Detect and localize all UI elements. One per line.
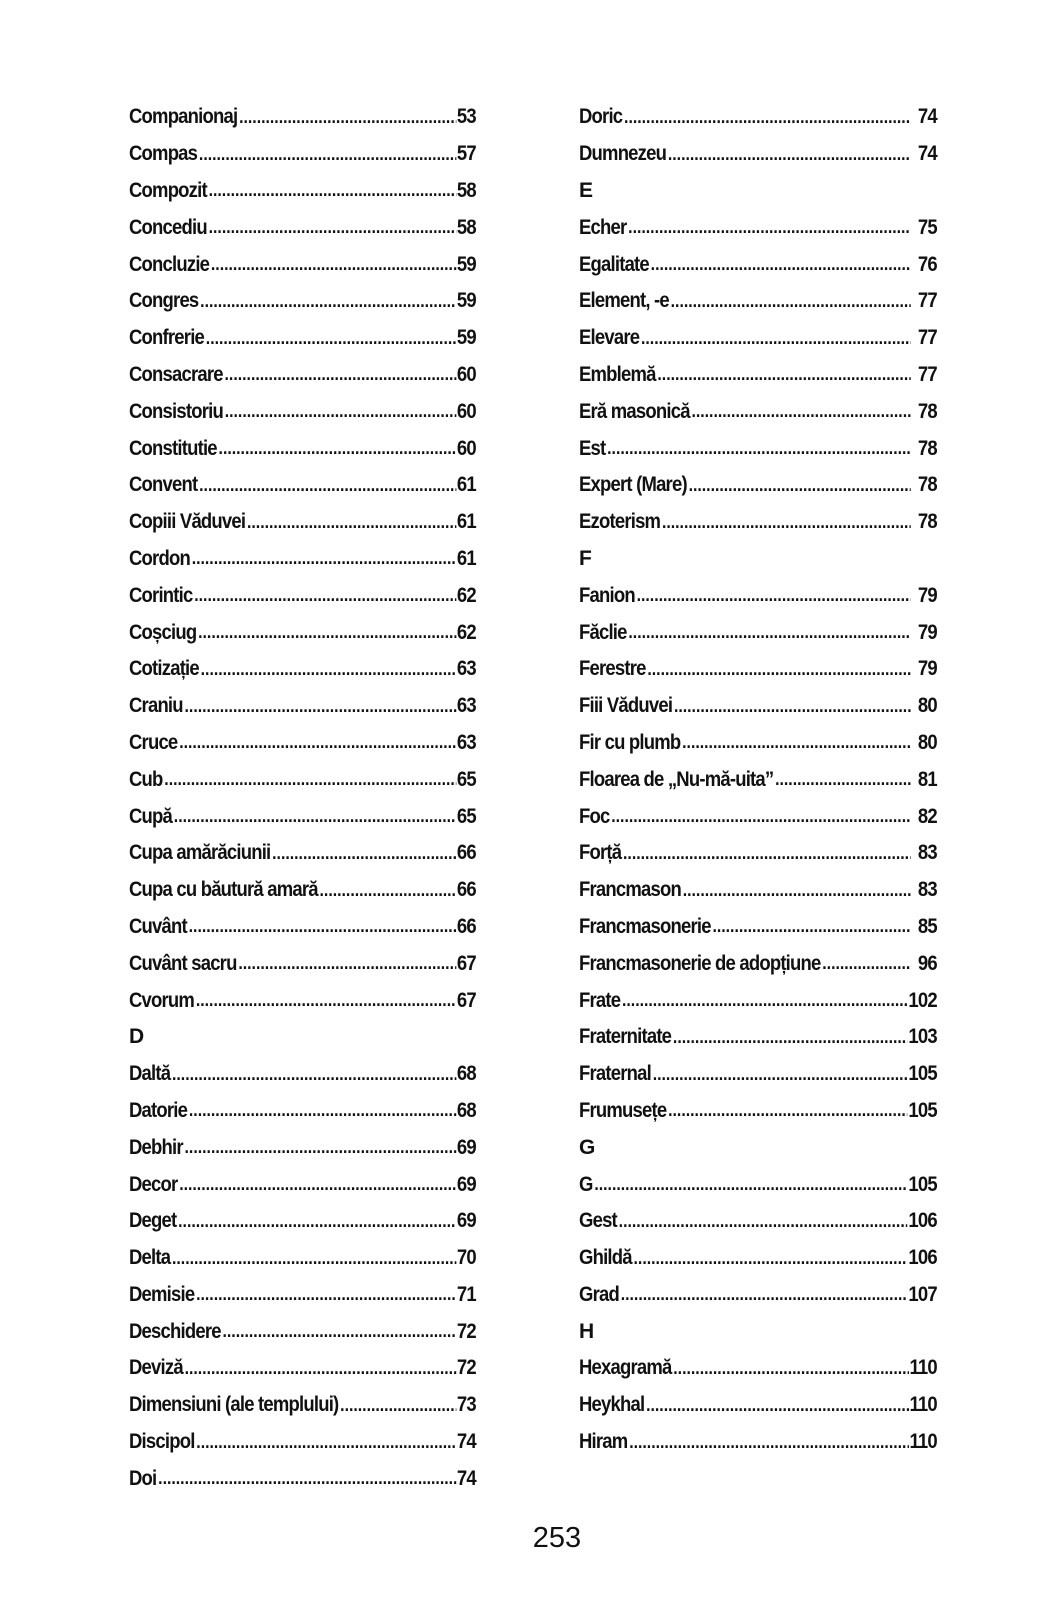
- index-term: Element, -e: [579, 289, 669, 313]
- index-page-ref: 67: [456, 951, 476, 975]
- index-page-ref: 81: [917, 767, 937, 791]
- index-entry: [129, 835, 476, 872]
- index-term: Doric: [579, 105, 623, 129]
- index-entry: [129, 945, 476, 982]
- index-entry: [579, 393, 937, 430]
- index-page-ref: 103: [908, 1025, 937, 1049]
- index-entry: [579, 909, 937, 946]
- index-entry: [579, 835, 937, 872]
- index-term: Craniu: [129, 694, 183, 718]
- index-term: Gest: [579, 1209, 617, 1233]
- index-term: Ferestre: [579, 657, 646, 681]
- index-page-ref: 77: [917, 289, 937, 313]
- index-page-ref: 79: [917, 620, 937, 644]
- index-term: Francmason: [579, 878, 681, 902]
- dot-leader: [189, 916, 456, 937]
- dot-leader: [222, 1321, 456, 1342]
- page-number: 253: [532, 1522, 582, 1554]
- index-entry: [579, 798, 937, 835]
- index-entry: [129, 357, 476, 394]
- index-entry: [579, 209, 937, 246]
- dot-leader: [623, 843, 911, 864]
- index-term: Elevare: [579, 326, 640, 350]
- index-page-ref: 79: [917, 583, 937, 607]
- index-page-ref: 72: [456, 1356, 476, 1380]
- dot-leader: [192, 548, 456, 569]
- index-entry: [579, 430, 937, 467]
- index-term: Datorie: [129, 1098, 188, 1122]
- index-term: Ghildă: [579, 1246, 632, 1270]
- dot-leader: [682, 732, 911, 753]
- index-term: Constitutie: [129, 436, 217, 460]
- index-entry: [129, 1424, 476, 1461]
- dot-leader: [225, 364, 456, 385]
- index-entry: [579, 945, 937, 982]
- index-term: Cuvânt: [129, 914, 187, 938]
- index-term: Coșciug: [129, 620, 197, 644]
- index-term: Eră masonică: [579, 399, 690, 423]
- index-entry: [579, 1277, 937, 1314]
- dot-leader: [158, 1468, 456, 1489]
- index-term: Hiram: [579, 1430, 628, 1454]
- dot-leader: [211, 254, 456, 275]
- index-entry: [129, 430, 476, 467]
- index-term: Foc: [579, 804, 610, 828]
- index-page-ref: 59: [456, 252, 476, 276]
- dot-leader: [634, 1248, 908, 1269]
- dot-leader: [219, 438, 456, 459]
- index-section-letter: F: [579, 546, 592, 570]
- index-entry: [579, 614, 937, 651]
- index-page-ref: 102: [908, 988, 937, 1012]
- index-term: Heykhal: [579, 1393, 645, 1417]
- index-entry: [129, 283, 476, 320]
- index-page-ref: 65: [456, 804, 476, 828]
- index-page-ref: 110: [909, 1430, 937, 1454]
- dot-leader: [662, 512, 911, 533]
- dot-leader: [657, 364, 910, 385]
- index-term: Frate: [579, 988, 621, 1012]
- dot-leader: [172, 1064, 456, 1085]
- index-entry: [129, 1203, 476, 1240]
- index-section-letter: H: [579, 1319, 595, 1343]
- index-page-ref: 85: [917, 914, 937, 938]
- index-page-ref: 106: [908, 1246, 937, 1270]
- dot-leader: [671, 291, 911, 312]
- index-entry: [579, 688, 937, 725]
- dot-leader: [653, 1064, 908, 1085]
- index-entry: [129, 1387, 476, 1424]
- index-term: Emblemă: [579, 362, 656, 386]
- index-page-ref: 78: [917, 510, 937, 534]
- index-entry: [579, 1350, 937, 1387]
- index-page-ref: 60: [456, 362, 476, 386]
- index-term: Cupa amărăciunii: [129, 841, 271, 865]
- index-entry: [129, 798, 476, 835]
- index-page-ref: 60: [456, 399, 476, 423]
- index-page-ref: 74: [456, 1430, 476, 1454]
- dot-leader: [674, 696, 911, 717]
- dot-leader: [201, 659, 456, 680]
- index-term: Cordon: [129, 546, 190, 570]
- index-entry: [579, 246, 937, 283]
- index-entry: [129, 1460, 476, 1497]
- dot-leader: [200, 291, 456, 312]
- dot-leader: [239, 107, 456, 128]
- dot-leader: [196, 990, 456, 1011]
- dot-leader: [206, 328, 456, 349]
- index-entry: [129, 246, 476, 283]
- index-entry: [129, 1093, 476, 1130]
- index-entry: [129, 393, 476, 430]
- dot-leader: [174, 806, 456, 827]
- dot-leader: [629, 1432, 908, 1453]
- index-page-ref: 61: [456, 546, 476, 570]
- index-term: Consacrare: [129, 362, 223, 386]
- index-term: Expert (Mare): [579, 473, 687, 497]
- index-page-ref: 71: [456, 1282, 476, 1306]
- index-column-right: [579, 99, 937, 1460]
- dot-leader: [822, 953, 911, 974]
- dot-leader: [628, 217, 911, 238]
- index-entry: [129, 1056, 476, 1093]
- index-page-ref: 69: [456, 1172, 476, 1196]
- index-entry: [129, 1240, 476, 1277]
- dot-leader: [622, 990, 908, 1011]
- dot-leader: [691, 401, 910, 422]
- index-page-ref: 68: [456, 1062, 476, 1086]
- index-term: Consistoriu: [129, 399, 223, 423]
- index-term: Echer: [579, 215, 627, 239]
- dot-leader: [172, 1248, 456, 1269]
- index-entry: [579, 761, 937, 798]
- index-section-letter: D: [129, 1025, 145, 1049]
- index-term: Cruce: [129, 730, 178, 754]
- index-term: Deviză: [129, 1356, 183, 1380]
- index-entry: [129, 725, 476, 762]
- index-term: Hexagramă: [579, 1356, 672, 1380]
- dot-leader: [238, 953, 456, 974]
- index-page-ref: 63: [456, 694, 476, 718]
- dot-leader: [320, 880, 457, 901]
- index-entry: [579, 1387, 937, 1424]
- index-page-ref: 58: [456, 215, 476, 239]
- index-entry: [129, 577, 476, 614]
- index-entry: [129, 1350, 476, 1387]
- index-page-ref: 79: [917, 657, 937, 681]
- index-entry: [129, 541, 476, 578]
- index-term: Delta: [129, 1246, 171, 1270]
- dot-leader: [637, 585, 911, 606]
- index-page-ref: 110: [909, 1393, 937, 1417]
- index-term: G: [579, 1172, 593, 1196]
- index-page-ref: 107: [908, 1282, 937, 1306]
- index-page-ref: 60: [456, 436, 476, 460]
- index-term: Confrerie: [129, 326, 205, 350]
- index-page-ref: 106: [908, 1209, 937, 1233]
- index-term: Fanion: [579, 583, 635, 607]
- index-entry: [129, 504, 476, 541]
- index-page-ref: 105: [908, 1062, 937, 1086]
- index-page-ref: 82: [917, 804, 937, 828]
- index-entry: [129, 688, 476, 725]
- index-entry: [129, 1277, 476, 1314]
- dot-leader: [619, 1211, 908, 1232]
- index-term: Cupă: [129, 804, 173, 828]
- index-page-ref: 96: [917, 951, 937, 975]
- index-term: Copiii Văduvei: [129, 510, 246, 534]
- dot-leader: [689, 475, 911, 496]
- index-term: Concediu: [129, 215, 207, 239]
- dot-leader: [651, 254, 911, 275]
- index-page-ref: 66: [456, 841, 476, 865]
- index-page-ref: 61: [456, 473, 476, 497]
- index-section-letter: G: [579, 1135, 596, 1159]
- index-entry: [579, 1240, 937, 1277]
- dot-leader: [272, 843, 456, 864]
- index-section-letter: E: [579, 178, 594, 202]
- index-entry: [129, 99, 476, 136]
- index-entry: [579, 1093, 937, 1130]
- index-page-ref: 83: [917, 841, 937, 865]
- index-page-ref: 58: [456, 178, 476, 202]
- dot-leader: [194, 585, 456, 606]
- index-page-ref: 62: [456, 583, 476, 607]
- index-page-ref: 80: [917, 730, 937, 754]
- dot-leader: [641, 328, 911, 349]
- dot-leader: [647, 659, 911, 680]
- index-term: Francmasonerie: [579, 914, 711, 938]
- index-entry: [579, 982, 937, 1019]
- index-term: Doi: [129, 1466, 157, 1490]
- index-term: Frumusețe: [579, 1098, 667, 1122]
- index-page-ref: 61: [456, 510, 476, 534]
- index-page-ref: 70: [456, 1246, 476, 1270]
- index-entry: [129, 173, 476, 210]
- index-term: Congres: [129, 289, 199, 313]
- index-entry: [579, 1019, 937, 1056]
- dot-leader: [196, 1284, 456, 1305]
- index-term: Convent: [129, 473, 198, 497]
- dot-leader: [594, 1174, 907, 1195]
- dot-leader: [179, 1174, 456, 1195]
- index-page-ref: 63: [456, 730, 476, 754]
- index-page-ref: 76: [917, 252, 937, 276]
- dot-leader: [621, 1284, 908, 1305]
- index-entry: [579, 1203, 937, 1240]
- index-term: Cvorum: [129, 988, 195, 1012]
- dot-leader: [624, 107, 911, 128]
- index-term: Demisie: [129, 1282, 195, 1306]
- index-entry: [129, 872, 476, 909]
- index-term: Egalitate: [579, 252, 649, 276]
- index-entry: [579, 1166, 937, 1203]
- index-entry: [129, 651, 476, 688]
- dot-leader: [683, 880, 911, 901]
- index-entry: [129, 761, 476, 798]
- index-entry: [579, 467, 937, 504]
- dot-leader: [673, 1027, 908, 1048]
- index-entry: [579, 725, 937, 762]
- dot-leader: [668, 144, 911, 165]
- index-page-ref: 67: [456, 988, 476, 1012]
- index-term: Fiii Văduvei: [579, 694, 673, 718]
- index-page-ref: 59: [456, 326, 476, 350]
- dot-leader: [611, 806, 911, 827]
- index-page-ref: 78: [917, 473, 937, 497]
- index-term: Decor: [129, 1172, 178, 1196]
- dot-leader: [179, 732, 456, 753]
- dot-leader: [185, 1358, 456, 1379]
- index-entry: [579, 99, 937, 136]
- index-term: Fraternitate: [579, 1025, 672, 1049]
- index-term: Cub: [129, 767, 163, 791]
- index-entry: [579, 320, 937, 357]
- dot-leader: [199, 144, 456, 165]
- index-page-ref: 63: [456, 657, 476, 681]
- dot-leader: [340, 1395, 456, 1416]
- index-page-ref: 72: [456, 1319, 476, 1343]
- index-entry: [579, 283, 937, 320]
- dot-leader: [607, 438, 911, 459]
- index-term: Fraternal: [579, 1062, 651, 1086]
- index-term: Ezoterism: [579, 510, 661, 534]
- index-entry: [129, 209, 476, 246]
- index-page-ref: 68: [456, 1098, 476, 1122]
- index-entry: [579, 577, 937, 614]
- index-entry: [129, 614, 476, 651]
- index-entry: [129, 467, 476, 504]
- dot-leader: [225, 401, 456, 422]
- index-page-ref: 74: [456, 1466, 476, 1490]
- index-page-ref: 83: [917, 878, 937, 902]
- index-entry: [579, 504, 937, 541]
- index-page-ref: 78: [917, 399, 937, 423]
- index-page-ref: 105: [908, 1098, 937, 1122]
- index-page-ref: 69: [456, 1135, 476, 1159]
- dot-leader: [164, 769, 456, 790]
- index-term: Cotizație: [129, 657, 199, 681]
- index-entry: [129, 1313, 476, 1350]
- index-term: Compas: [129, 142, 198, 166]
- index-entry: [579, 1424, 937, 1461]
- index-term: Făclie: [579, 620, 627, 644]
- index-term: Forță: [579, 841, 622, 865]
- dot-leader: [185, 1137, 456, 1158]
- index-term: Fir cu plumb: [579, 730, 681, 754]
- index-page-ref: 62: [456, 620, 476, 644]
- index-entry: [129, 982, 476, 1019]
- dot-leader: [198, 622, 456, 643]
- dot-leader: [673, 1358, 908, 1379]
- dot-leader: [209, 217, 456, 238]
- index-page-ref: 59: [456, 289, 476, 313]
- dot-leader: [668, 1100, 907, 1121]
- index-term: Dumnezeu: [579, 142, 667, 166]
- dot-leader: [189, 1100, 456, 1121]
- index-page-ref: 77: [917, 326, 937, 350]
- index-term: Compozit: [129, 178, 207, 202]
- index-term: Cupa cu băutură amară: [129, 878, 318, 902]
- index-entry: [579, 357, 937, 394]
- dot-leader: [196, 1432, 456, 1453]
- index-term: Corintic: [129, 583, 193, 607]
- index-page-ref: 66: [456, 914, 476, 938]
- index-term: Floarea de „Nu-mă-uita”: [579, 767, 774, 791]
- index-page-ref: 57: [456, 142, 476, 166]
- dot-leader: [646, 1395, 908, 1416]
- index-page-ref: 65: [456, 767, 476, 791]
- index-term: Discipol: [129, 1430, 195, 1454]
- dot-leader: [178, 1211, 456, 1232]
- index-entry: [579, 1056, 937, 1093]
- dot-leader: [199, 475, 456, 496]
- index-page-ref: 105: [908, 1172, 937, 1196]
- index-page-ref: 78: [917, 436, 937, 460]
- dot-leader: [775, 769, 911, 790]
- index-term: Debhir: [129, 1135, 183, 1159]
- dot-leader: [712, 916, 910, 937]
- index-page-ref: 75: [917, 215, 937, 239]
- index-term: Deget: [129, 1209, 177, 1233]
- index-term: Est: [579, 436, 606, 460]
- index-page-ref: 110: [909, 1356, 937, 1380]
- index-page-ref: 73: [456, 1393, 476, 1417]
- index-entry: [579, 136, 937, 173]
- index-term: Concluzie: [129, 252, 210, 276]
- index-entry: [579, 651, 937, 688]
- index-page-ref: 77: [917, 362, 937, 386]
- index-term: Companionaj: [129, 105, 238, 129]
- dot-leader: [209, 180, 456, 201]
- index-entry: [129, 136, 476, 173]
- index-page-ref: 53: [456, 105, 476, 129]
- index-page-ref: 66: [456, 878, 476, 902]
- index-column-left: [129, 99, 476, 1497]
- index-entry: [129, 320, 476, 357]
- index-entry: [129, 909, 476, 946]
- index-term: Francmasonerie de adopțiune: [579, 951, 821, 975]
- index-page-ref: 74: [917, 105, 937, 129]
- index-term: Cuvânt sacru: [129, 951, 237, 975]
- index-term: Daltă: [129, 1062, 171, 1086]
- index-page-ref: 69: [456, 1209, 476, 1233]
- dot-leader: [247, 512, 456, 533]
- index-entry: [129, 1129, 476, 1166]
- index-page-ref: 80: [917, 694, 937, 718]
- index-term: Deschidere: [129, 1319, 221, 1343]
- index-term: Grad: [579, 1282, 619, 1306]
- index-page-ref: 74: [917, 142, 937, 166]
- index-entry: [129, 1166, 476, 1203]
- dot-leader: [185, 696, 456, 717]
- index-term: Dimensiuni (ale templului): [129, 1393, 339, 1417]
- dot-leader: [628, 622, 910, 643]
- index-entry: [579, 872, 937, 909]
